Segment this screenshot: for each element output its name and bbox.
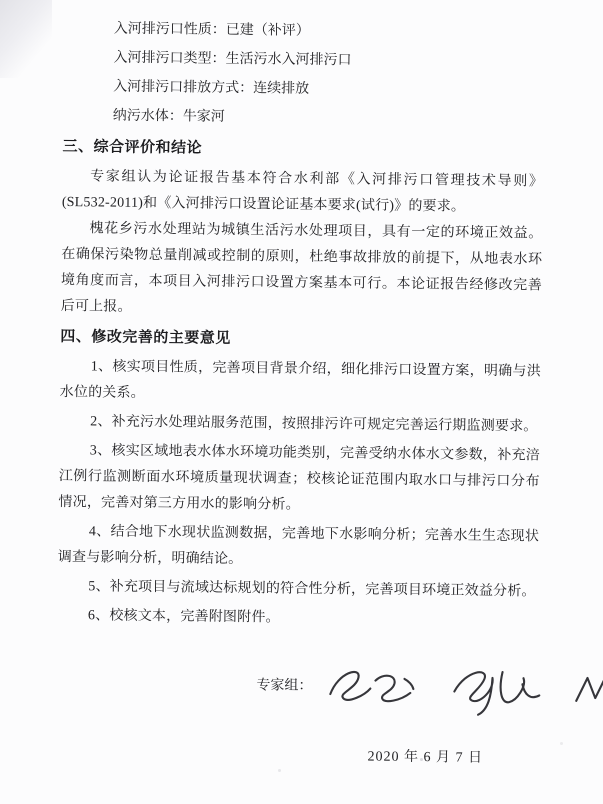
section-3-paragraph: 专家组认为论证报告基本符合水利部《入河排污口管理技术导则》(SL532-2011)和《入河排污口设置论证基本要求(试行)》的要求。 [61, 169, 544, 215]
info-line-discharge-mode: 入河排污口排放方式：连续排放 [113, 79, 310, 97]
revision-item-3: 3、核实区域地表水体水环境功能类别，完善受纳水体水文参数，补充涪江例行监测断面水环境质量现状调查；校核论证范围内取水口与排污口分布情况，完善对第三方用水的影响分析。 [58, 443, 541, 513]
revision-item-4: 4、结合地下水现状监测数据，完善地下水影响分析；完善水生生态现状调查与影响分析，明确结论。 [57, 524, 540, 568]
scan-fold-artifact [0, 0, 52, 78]
info-line-outfall-type: 入河排污口类型：生活污水入河排污口 [113, 50, 352, 69]
info-line-receiving-water: 纳污水体：牛家河 [112, 108, 225, 125]
revision-item-1: 1、核实项目性质，完善项目背景介绍，细化排污口设置方案，明确与洪水位的关系。 [59, 359, 542, 401]
section-3-heading: 三、综合评价和结论 [62, 137, 203, 157]
signature-label: 专家组： [256, 678, 313, 694]
signature-handwriting-3 [570, 665, 603, 716]
section-4-heading: 四、修改完善的主要意见 [60, 327, 231, 347]
revision-item-5: 5、补充项目与流域达标规划的符合性分析，完善项目环境正效益分析。 [88, 579, 536, 600]
revision-item-2: 2、补充污水处理站服务范围，按照排污许可规定完善运行期监测要求。 [90, 414, 538, 435]
outfall-info-block [63, 14, 545, 135]
signature-row [56, 655, 538, 718]
document-content [55, 14, 545, 772]
section-3-paragraph: 槐花乡污水处理站为城镇生活污水处理项目，具有一定的环境正效益。在确保污染物总量削减或控制的原则，杜绝事故排放的前提下，从地表水环境角度而言，本项目入河排污口设置方案基本可行。本论证报告经修改完善后可上报。 [60, 221, 543, 315]
date-text: 2020 年 6 月 7 日 [367, 749, 484, 766]
signature-handwriting-1 [320, 660, 421, 715]
signature-handwriting-2 [442, 659, 547, 718]
info-line-outfall-nature: 入河排污口性质：已建（补评） [113, 21, 310, 39]
scan-speck [560, 742, 563, 745]
revision-item-6: 6、校核文本，完善附图附件。 [87, 608, 280, 626]
